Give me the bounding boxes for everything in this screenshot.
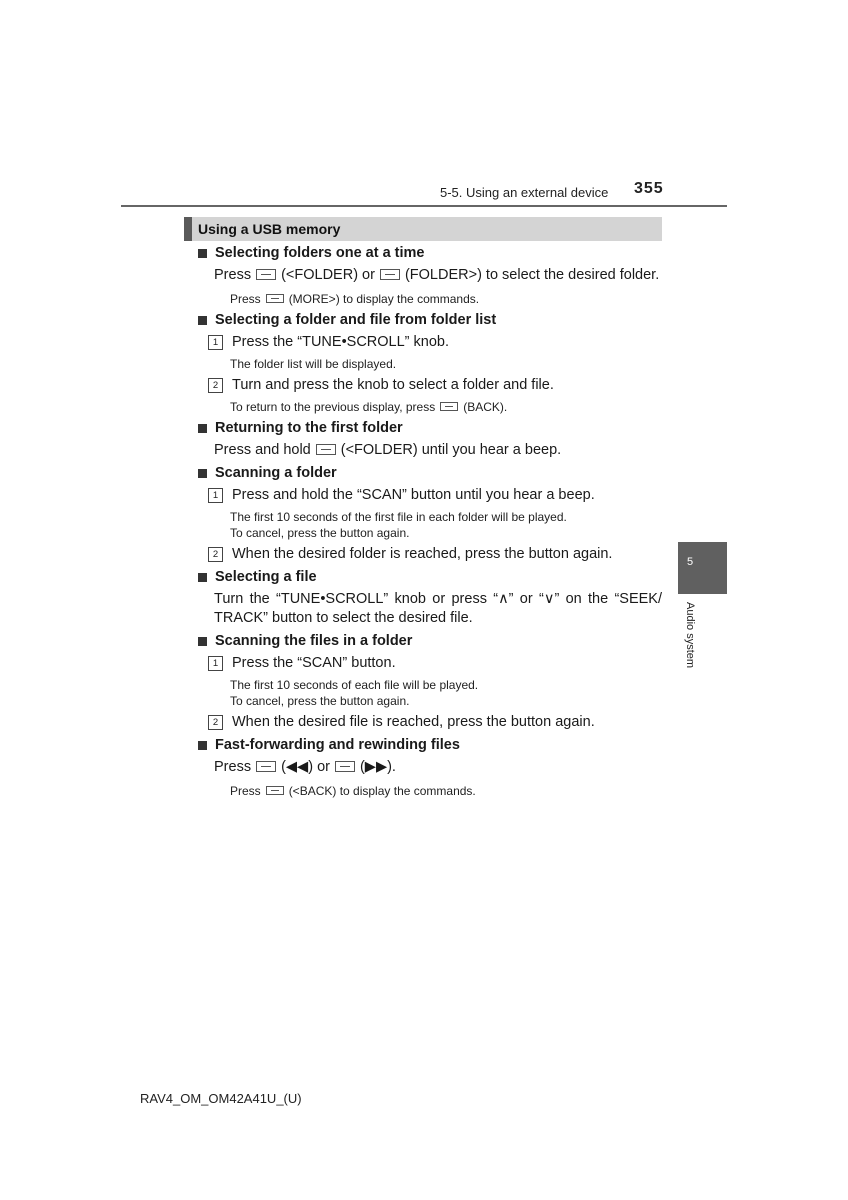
- step-item: 1 Press the “TUNE•SCROLL” knob.: [196, 333, 662, 352]
- screen-button-icon: [256, 761, 276, 772]
- step-item: 1 Press the “SCAN” button.: [196, 654, 662, 673]
- screen-button-icon: [256, 269, 276, 280]
- section-title: Using a USB memory: [198, 221, 341, 237]
- bullet-square-icon: [198, 424, 207, 433]
- topic-body: Press (◀◀) or (▶▶).: [214, 759, 396, 775]
- topic-note: Press (<BACK) to display the commands.: [230, 784, 476, 798]
- bullet-square-icon: [198, 316, 207, 325]
- topic-body: Press (<FOLDER) or (FOLDER>) to select the desired folder.: [214, 267, 660, 283]
- page-number: 355: [634, 180, 664, 197]
- chapter-tab-number: 5: [686, 556, 694, 568]
- topic-body: Turn the “TUNE•SCROLL” knob or press “∧” or “∨” on the “SEEK/ TRACK” button to select the desired file.: [214, 591, 662, 626]
- chapter-tab-label: Audio system: [684, 602, 696, 669]
- topic-note: Press (MORE>) to display the commands.: [230, 292, 480, 306]
- topic-heading: Selecting folders one at a time: [196, 244, 662, 262]
- header-rule: [121, 205, 727, 207]
- section-title-bar: [184, 217, 662, 241]
- document-footer-code: RAV4_OM_OM42A41U_(U): [140, 1091, 302, 1106]
- screen-button-icon: [316, 444, 336, 455]
- step-item: 2 Turn and press the knob to select a folder and file.: [196, 376, 662, 395]
- main-content: [196, 244, 662, 799]
- step-note: To return to the previous display, press (BACK).: [230, 400, 508, 414]
- topic-heading: Scanning a folder: [196, 464, 662, 482]
- screen-button-icon: [335, 761, 355, 772]
- step-number-icon: 2: [208, 378, 223, 393]
- bullet-square-icon: [198, 249, 207, 258]
- topic-heading: Fast-forwarding and rewinding files: [196, 736, 662, 754]
- step-note: The first 10 seconds of the first file in each folder will be played. To cancel, press the button again.: [230, 510, 567, 540]
- bullet-square-icon: [198, 637, 207, 646]
- step-number-icon: 2: [208, 547, 223, 562]
- screen-button-icon: [266, 294, 284, 303]
- screen-button-icon: [266, 786, 284, 795]
- bullet-square-icon: [198, 741, 207, 750]
- topic-heading: Scanning the files in a folder: [196, 632, 662, 650]
- screen-button-icon: [440, 402, 458, 411]
- screen-button-icon: [380, 269, 400, 280]
- topic-heading: Selecting a file: [196, 568, 662, 586]
- topic-heading: Returning to the first folder: [196, 419, 662, 437]
- step-item: 2 When the desired file is reached, press the button again.: [196, 713, 662, 732]
- step-item: 2 When the desired folder is reached, press the button again.: [196, 545, 662, 564]
- bullet-square-icon: [198, 573, 207, 582]
- step-note: The folder list will be displayed.: [230, 357, 397, 371]
- header-section-title: 5-5. Using an external device: [440, 185, 609, 200]
- step-number-icon: 1: [208, 488, 223, 503]
- step-number-icon: 1: [208, 335, 223, 350]
- bullet-square-icon: [198, 469, 207, 478]
- step-note: The first 10 seconds of each file will be played. To cancel, press the button again.: [230, 678, 479, 708]
- topic-heading: Selecting a folder and file from folder list: [196, 311, 662, 329]
- topic-body: Press and hold (<FOLDER) until you hear a beep.: [214, 442, 562, 458]
- step-item: 1 Press and hold the “SCAN” button until you hear a beep.: [196, 486, 662, 505]
- chapter-tab: [678, 542, 727, 594]
- step-number-icon: 1: [208, 656, 223, 671]
- section-bar-accent: [184, 217, 192, 241]
- step-number-icon: 2: [208, 715, 223, 730]
